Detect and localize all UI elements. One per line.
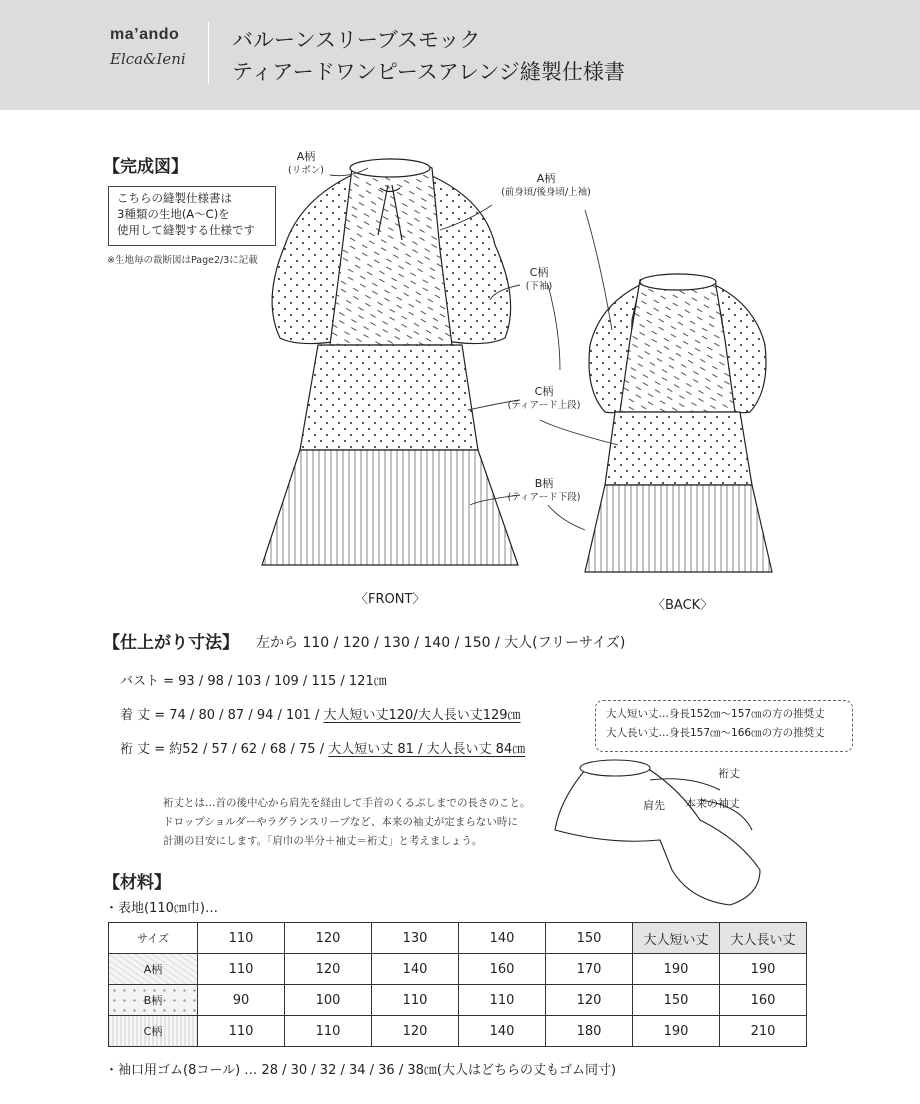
sizes-heading: 【仕上がり寸法】	[103, 633, 239, 653]
header-cell: 140	[459, 923, 546, 954]
table-cell: 160	[720, 985, 807, 1016]
title-line-2: ティアードワンピースアレンジ縫製仕様書	[232, 60, 625, 84]
back-lower-tier	[585, 485, 772, 572]
diagram-label-sleeve: 本来の袖丈	[685, 797, 740, 810]
recommend-short: 大人短い丈…身長152㎝〜157㎝の方の推奨丈	[606, 708, 825, 720]
materials-table	[108, 922, 807, 1047]
header-cell: 150	[546, 923, 633, 954]
row-label: C柄	[109, 1016, 198, 1047]
title-line-1: バルーンスリーブスモック	[232, 28, 481, 52]
table-cell: 160	[459, 954, 546, 985]
front-upper-tier	[300, 345, 478, 450]
materials-heading: 【材料】	[103, 873, 171, 893]
note-line-2: 3種類の生地(A〜C)を	[117, 207, 230, 221]
brand-script: Elca&Ieni	[110, 50, 186, 68]
front-caption: 〈FRONT〉	[355, 592, 426, 607]
complete-heading: 【完成図】	[103, 157, 188, 177]
back-upper-tier	[605, 412, 752, 485]
header-cell: サイズ	[109, 923, 198, 954]
table-cell: 190	[633, 1016, 720, 1047]
length-values: 着 丈 = 74 / 80 / 87 / 94 / 101 /	[120, 708, 320, 723]
front-dress-illustration	[262, 159, 518, 565]
table-cell: 180	[546, 1016, 633, 1047]
header-cell: 大人長い丈	[720, 923, 807, 954]
table-row	[109, 985, 807, 1016]
table-header-row	[109, 923, 807, 954]
sleeve-adult: 大人短い丈 81 / 大人長い丈 84㎝	[328, 742, 526, 757]
explanation-line-2: ドロップショルダーやラグランスリーブなど、本来の袖丈が定まらない時に	[163, 816, 518, 828]
header-cell: 120	[285, 923, 372, 954]
sleeve-measure	[120, 738, 525, 757]
table-cell: 120	[285, 954, 372, 985]
table-cell: 190	[720, 954, 807, 985]
table-cell: 210	[720, 1016, 807, 1047]
table-cell: 120	[546, 985, 633, 1016]
label-b-tier: B柄 (ティアード下段)	[507, 477, 581, 503]
table-row	[109, 1016, 807, 1047]
table-cell: 110	[372, 985, 459, 1016]
back-dress-illustration	[585, 274, 772, 572]
brand-name: maʼando	[110, 26, 180, 43]
explanation-line-1: 裄丈とは…首の後中心から肩先を経由して手首のくるぶしまでの長さのこと。	[163, 797, 531, 809]
length-adult: 大人短い丈120/大人長い丈129㎝	[323, 708, 521, 723]
back-bodice	[620, 274, 735, 412]
recommend-long: 大人長い丈…身長157㎝〜166㎝の方の推奨丈	[606, 727, 825, 739]
sizes-intro: 左から 110 / 120 / 130 / 140 / 150 / 大人(フリーサイズ)	[256, 635, 626, 651]
table-cell: 100	[285, 985, 372, 1016]
front-lower-tier	[262, 450, 518, 565]
explanation-line-3: 計測の目安にします。「肩巾の半分＋袖丈＝裄丈」と考えましょう。	[163, 835, 483, 847]
label-c-tier: C柄 (ティアード上段)	[507, 385, 581, 411]
table-cell: 140	[372, 954, 459, 985]
table-cell: 110	[198, 954, 285, 985]
table-cell: 170	[546, 954, 633, 985]
row-label: B柄	[109, 985, 198, 1016]
fabric-note: ・表地(110㎝巾)…	[105, 901, 218, 916]
header-cell: 110	[198, 923, 285, 954]
table-cell: 190	[633, 954, 720, 985]
header-cell: 130	[372, 923, 459, 954]
table-cell: 150	[633, 985, 720, 1016]
table-cell: 120	[372, 1016, 459, 1047]
note-line-3: 使用して縫製する仕様です	[117, 223, 255, 237]
sleeve-values: 裄 丈 = 約52 / 57 / 62 / 68 / 75 /	[120, 742, 325, 757]
back-caption: 〈BACK〉	[652, 598, 714, 613]
note-line-1: こちらの縫製仕様書は	[117, 191, 232, 205]
label-a-body: A柄 (前身頃/後身頃/上袖)	[501, 172, 591, 198]
diagram-label-shoulder: 肩先	[643, 799, 665, 812]
sleeve-length-diagram	[555, 760, 760, 905]
recommend-box	[595, 700, 853, 752]
table-cell: 110	[198, 1016, 285, 1047]
table-cell: 110	[459, 985, 546, 1016]
table-cell: 140	[459, 1016, 546, 1047]
label-a-ribbon: A柄 (リボン)	[288, 150, 324, 176]
table-row	[109, 954, 807, 985]
elastic-note: ・袖口用ゴム(8コール) … 28 / 30 / 32 / 34 / 36 / 38㎝(大人はどちらの丈もゴム同寸)	[105, 1063, 617, 1078]
length-measure	[120, 704, 521, 723]
cutting-note: ※生地毎の裁断図はPage2/3に記載	[107, 255, 258, 266]
diagram-sleeve	[555, 770, 760, 905]
row-label: A柄	[109, 954, 198, 985]
bust-measure: バスト = 93 / 98 / 103 / 109 / 115 / 121㎝	[120, 674, 387, 689]
table-cell: 110	[285, 1016, 372, 1047]
label-c-sleeve: C柄 (下袖)	[525, 266, 553, 292]
header-cell: 大人短い丈	[633, 923, 720, 954]
yuki-explanation	[163, 794, 531, 851]
table-cell: 90	[198, 985, 285, 1016]
diagram-label-yuki: 裄丈	[718, 767, 740, 780]
